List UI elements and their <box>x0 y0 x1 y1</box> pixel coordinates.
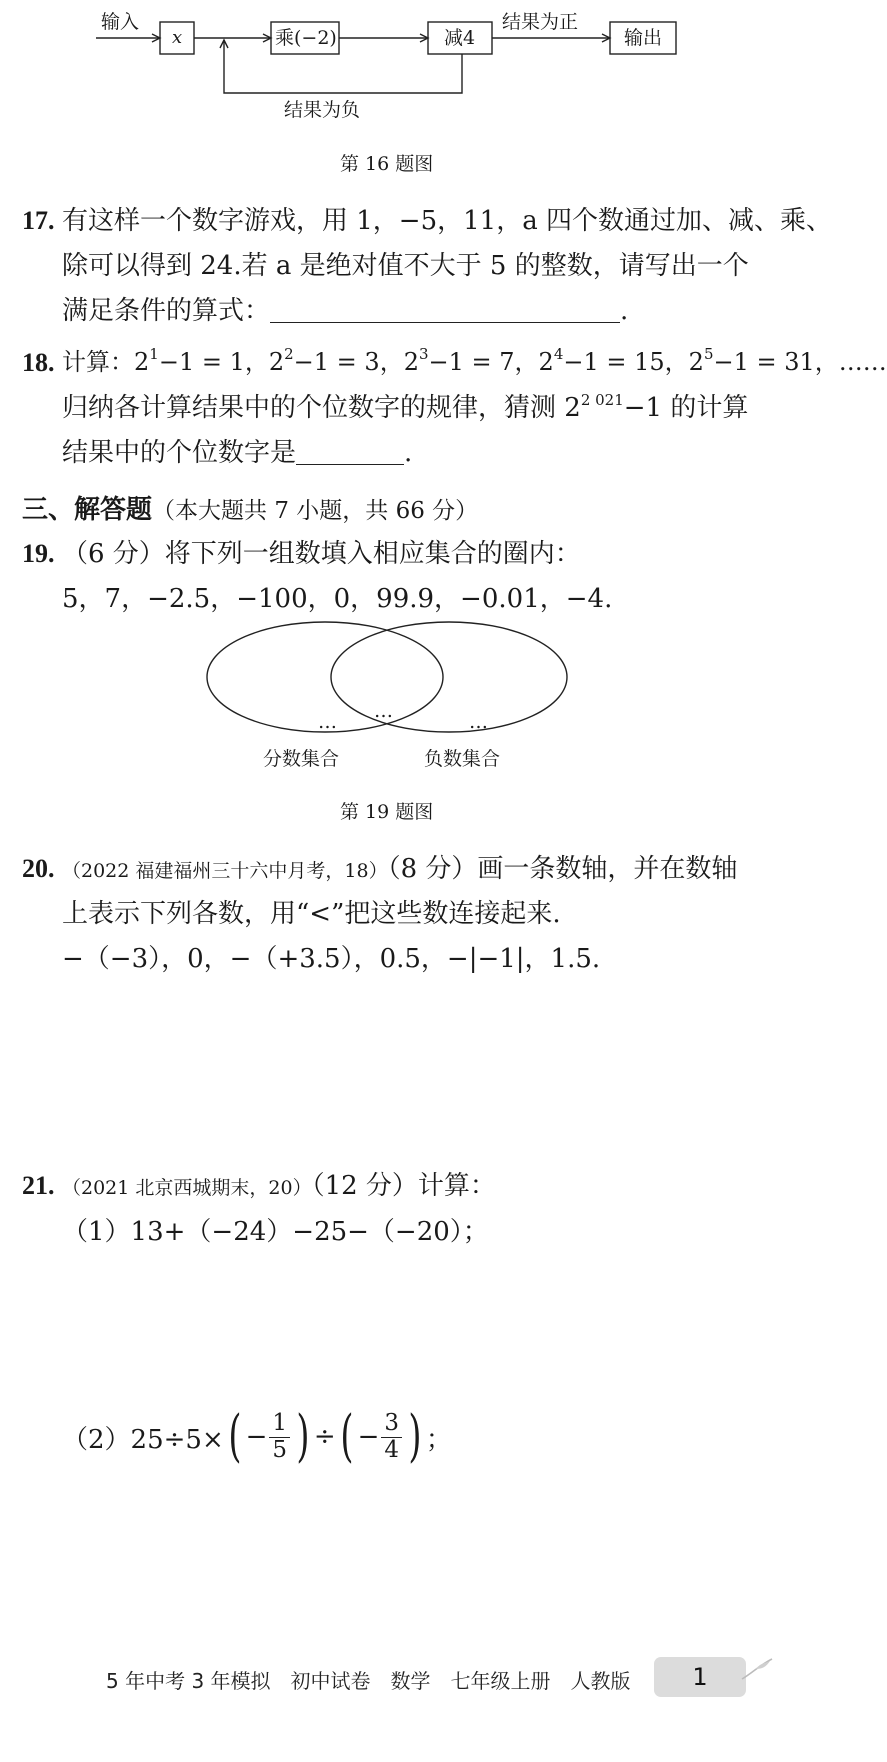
x-box-label: x <box>172 27 183 48</box>
q17-line-3-end: . <box>620 296 629 326</box>
dots-middle: … <box>374 700 393 722</box>
q20-line-3: −（−3），0，−（+3.5），0.5，−|−1|，1.5. <box>62 944 601 974</box>
question-number: 20. <box>22 854 55 883</box>
answer-area[interactable] <box>62 1255 762 1405</box>
q21-part-2-end: ； <box>425 1424 452 1455</box>
term-rest: −1 = 1， <box>158 348 269 376</box>
right-paren: ) <box>408 1404 422 1469</box>
q18-prefix: 计算： <box>62 348 134 376</box>
q21-part-2-prefix: （2）25÷5× <box>62 1424 224 1455</box>
section-heading <box>22 497 478 523</box>
answer-blank[interactable] <box>270 298 620 323</box>
input-label: 输入 <box>101 11 140 33</box>
fraction-sign: − <box>245 1422 268 1452</box>
power-exponent: 4 <box>553 345 564 363</box>
question-number: 17. <box>22 206 55 235</box>
section-title: 三、解答题 <box>22 495 153 525</box>
power-exponent: 2 021 <box>580 391 624 409</box>
fraction-sign: − <box>357 1422 380 1452</box>
fraction-denominator: 4 <box>384 1436 399 1463</box>
power-exponent: 5 <box>703 345 714 363</box>
q18-line-2-prefix: 归纳各计算结果中的个位数字的规律，猜测 <box>62 393 565 423</box>
power-base: 2 <box>403 348 419 376</box>
q21-part-2 <box>62 1404 452 1469</box>
negative-set-label: 负数集合 <box>424 748 501 770</box>
figure-16-caption: 第 16 题图 <box>340 153 434 175</box>
page-footer <box>0 1655 800 1701</box>
question-number: 21. <box>22 1171 55 1200</box>
page-number-badge <box>654 1657 746 1697</box>
q18-line-3-end: . <box>404 438 413 468</box>
fraction-numerator: 3 <box>381 1411 402 1438</box>
power-exponent: 3 <box>418 345 429 363</box>
power-base: 2 <box>268 348 285 376</box>
leaf-decoration-icon <box>738 1655 778 1685</box>
q18-line-1 <box>62 345 887 376</box>
power-base: 2 <box>134 348 150 376</box>
term-rest: −1 = 31，…… <box>713 348 887 376</box>
q17-line-3 <box>62 298 628 324</box>
negative-set-ellipse <box>331 622 567 732</box>
answer-blank[interactable] <box>296 440 404 465</box>
q20-line-1 <box>62 856 737 882</box>
q20-line-1-rest: （8 分）画一条数轴，并在数轴 <box>387 854 738 884</box>
term-rest: −1 = 3， <box>293 348 404 376</box>
q17-line-1: 有这样一个数字游戏，用 1，−5，11，a 四个数通过加、减、乘、 <box>62 206 832 236</box>
q19-line-1: （6 分）将下列一组数填入相应集合的圈内： <box>62 539 581 569</box>
q21-line-1 <box>62 1173 496 1199</box>
q21-line-1-rest: （12 分）计算： <box>311 1171 496 1201</box>
q19-line-2: 5，7，−2.5，−100，0，99.9，−0.01，−4. <box>62 584 613 614</box>
q18-line-3-text: 结果中的个位数字是 <box>62 438 297 468</box>
power-base: 2 <box>688 348 704 376</box>
right-paren: ) <box>296 1404 310 1469</box>
question-number: 19. <box>22 539 55 568</box>
fraction <box>269 1411 290 1464</box>
multiply-box-label: 乘(−2) <box>275 27 337 49</box>
question-number: 18. <box>22 348 55 377</box>
q21-part-1: （1）13+（−24）−25−（−20）； <box>62 1217 489 1247</box>
power-exponent: 1 <box>149 345 159 363</box>
venn-diagram <box>0 620 800 740</box>
left-paren: ( <box>228 1404 242 1469</box>
page-number: 1 <box>692 1663 708 1691</box>
power-base: 2 <box>538 348 554 376</box>
source-note: （2021 北京西城期末，20） <box>62 1177 312 1199</box>
term-rest: −1 = 7， <box>428 348 539 376</box>
power-exponent: 2 <box>284 345 294 363</box>
q18-line-3 <box>62 440 412 466</box>
fraction-denominator: 5 <box>272 1436 288 1463</box>
positive-label: 结果为正 <box>502 11 579 33</box>
fraction-numerator: 1 <box>269 1411 290 1438</box>
footer-text: 5 年中考 3 年模拟 初中试卷 数学 七年级上册 人教版 <box>106 1669 631 1693</box>
q18-line-2 <box>62 391 749 423</box>
q17-line-2: 除可以得到 24.若 a 是绝对值不大于 5 的整数，请写出一个 <box>62 251 749 281</box>
answer-area[interactable] <box>62 1470 762 1640</box>
left-paren: ( <box>340 1404 354 1469</box>
dots-right: … <box>469 711 488 733</box>
answer-area[interactable] <box>62 985 762 1145</box>
subtract-box-label: 减4 <box>444 27 476 49</box>
negative-label: 结果为负 <box>284 99 361 121</box>
term-rest: −1 = 15， <box>563 348 689 376</box>
fraction <box>381 1411 402 1464</box>
q20-line-2: 上表示下列各数，用“<”把这些数连接起来. <box>62 899 561 929</box>
fraction-set-label: 分数集合 <box>263 748 340 770</box>
divide-sign: ÷ <box>313 1422 336 1452</box>
source-note: （2022 福建福州三十六中月考，18） <box>62 860 388 882</box>
power-base: 2 <box>564 393 581 423</box>
q18-line-2-suffix: −1 的计算 <box>623 393 749 423</box>
section-note: （本大题共 7 小题，共 66 分） <box>152 498 479 524</box>
q17-line-3-text: 满足条件的算式： <box>62 296 271 326</box>
figure-19-caption: 第 19 题图 <box>340 801 434 823</box>
output-box-label: 输出 <box>624 27 663 49</box>
dots-left: … <box>318 711 337 733</box>
